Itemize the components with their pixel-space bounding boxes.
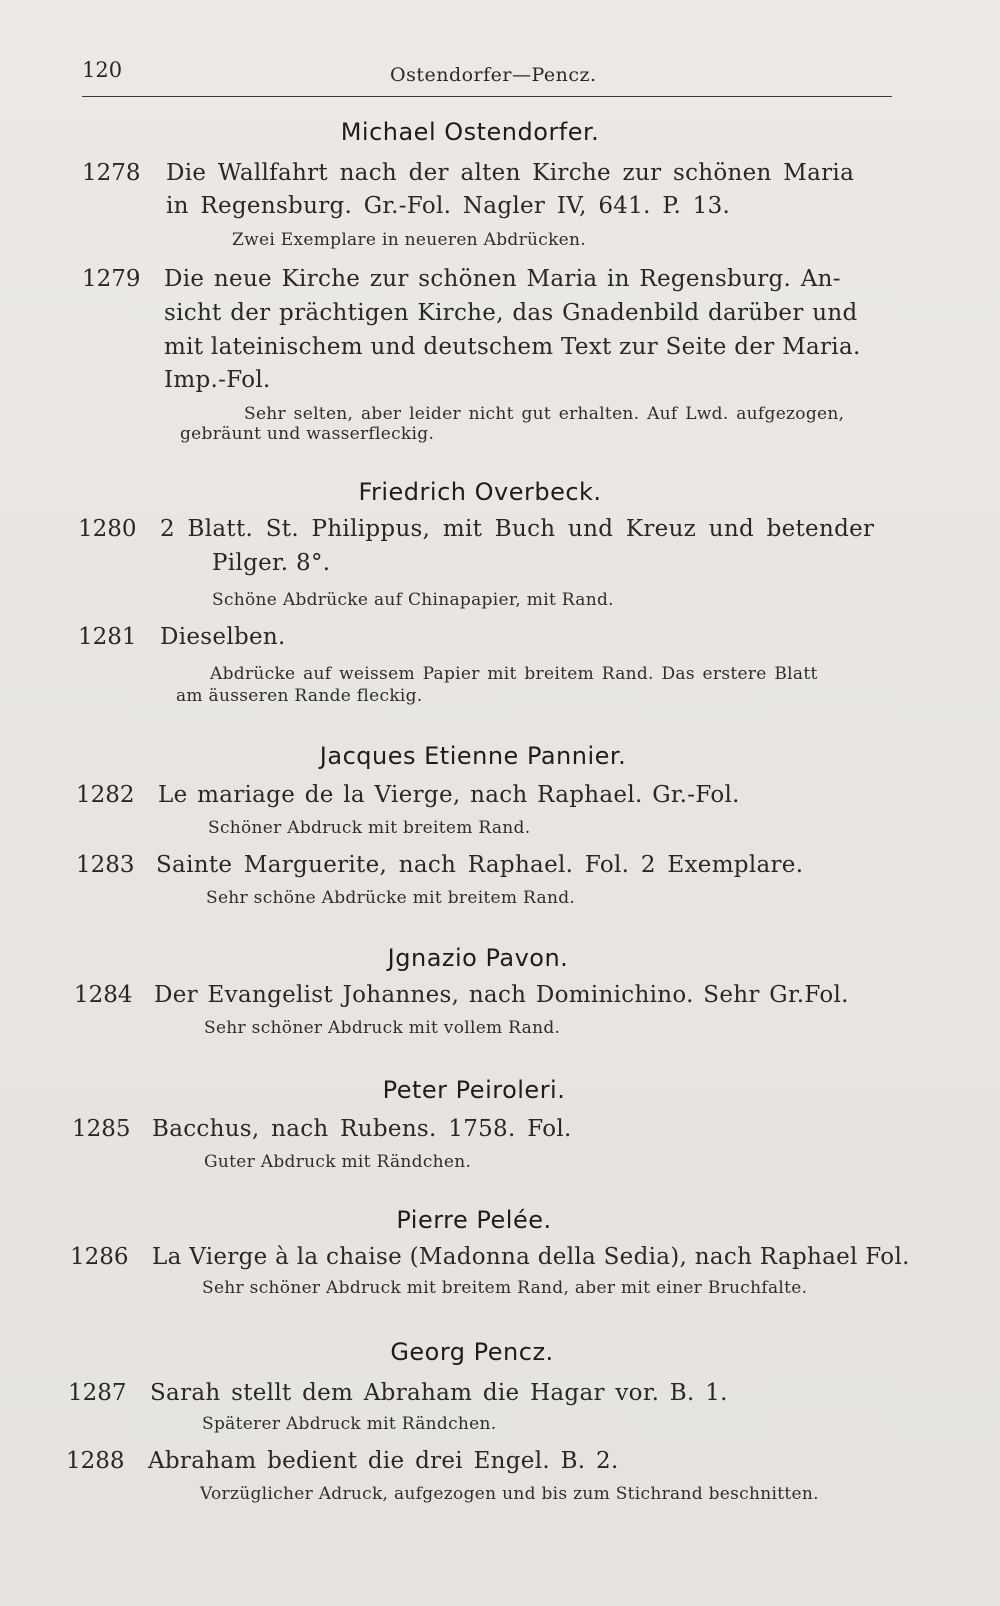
entry-title-line: 2 Blatt. St. Philippus, mit Buch und Kreuz und betender bbox=[160, 516, 875, 542]
page-number: 120 bbox=[82, 58, 123, 82]
entry-title-line: sicht der prächtigen Kirche, das Gnadenbild darüber und bbox=[164, 300, 858, 326]
entry-number: 1286 bbox=[70, 1244, 129, 1270]
entry-number: 1284 bbox=[74, 982, 133, 1008]
artist-heading: Jacques Etienne Pannier. bbox=[319, 742, 627, 770]
entry-note: Sehr schöner Abdruck mit vollem Rand. bbox=[204, 1018, 561, 1038]
entry-note: Sehr selten, aber leider nicht gut erhalten. Auf Lwd. aufgezogen, bbox=[244, 404, 845, 424]
entry-title-line: Imp.-Fol. bbox=[164, 367, 271, 393]
entry-note: Abdrücke auf weissem Papier mit breitem Rand. Das erstere Blatt bbox=[210, 664, 818, 684]
entry-note: Schöner Abdruck mit breitem Rand. bbox=[208, 818, 531, 838]
artist-heading: Peter Peiroleri. bbox=[382, 1076, 566, 1104]
entry-note: Sehr schöne Abdrücke mit breitem Rand. bbox=[206, 888, 576, 908]
entry-number: 1282 bbox=[76, 782, 135, 808]
entry-note: Vorzüglicher Adruck, aufgezogen und bis zum Stichrand beschnitten. bbox=[200, 1484, 819, 1504]
artist-heading: Michael Ostendorfer. bbox=[340, 118, 600, 146]
entry-number: 1278 bbox=[82, 160, 141, 186]
entry-title-line: Le mariage de la Vierge, nach Raphael. Gr.-Fol. bbox=[158, 782, 740, 808]
running-head: Ostendorfer—Pencz. bbox=[390, 64, 597, 86]
artist-heading: Pierre Pelée. bbox=[396, 1206, 552, 1234]
entry-note: Zwei Exemplare in neueren Abdrücken. bbox=[232, 230, 586, 250]
entry-title-line: mit lateinischem und deutschem Text zur Seite der Maria. bbox=[164, 334, 861, 360]
page-header bbox=[82, 56, 892, 97]
entry-note: Schöne Abdrücke auf Chinapapier, mit Rand. bbox=[212, 590, 614, 610]
artist-heading: Friedrich Overbeck. bbox=[358, 478, 602, 506]
entry-number: 1279 bbox=[82, 266, 141, 292]
entry-number: 1288 bbox=[66, 1448, 125, 1474]
entry-title-line: in Regensburg. Gr.-Fol. Nagler IV, 641. P. 13. bbox=[166, 193, 731, 219]
entry-title-line: Bacchus, nach Rubens. 1758. Fol. bbox=[152, 1116, 572, 1142]
entry-number: 1285 bbox=[72, 1116, 131, 1142]
entry-title-line: Sarah stellt dem Abraham die Hagar vor. B. 1. bbox=[150, 1380, 728, 1406]
artist-heading: Georg Pencz. bbox=[390, 1338, 554, 1366]
entry-note: Sehr schöner Abdruck mit breitem Rand, aber mit einer Bruchfalte. bbox=[202, 1278, 808, 1298]
entry-number: 1280 bbox=[78, 516, 137, 542]
entry-title-line: Sainte Marguerite, nach Raphael. Fol. 2 Exemplare. bbox=[156, 852, 804, 878]
entry-note: am äusseren Rande fleckig. bbox=[176, 686, 423, 706]
entry-title-line: Die neue Kirche zur schönen Maria in Regensburg. An- bbox=[164, 266, 841, 292]
entry-note: gebräunt und wasserfleckig. bbox=[180, 424, 435, 444]
entry-title-line: Dieselben. bbox=[160, 624, 286, 650]
artist-heading: Jgnazio Pavon. bbox=[387, 944, 569, 972]
entry-note: Guter Abdruck mit Rändchen. bbox=[204, 1152, 472, 1172]
entry-title-line: Der Evangelist Johannes, nach Dominichino. Sehr Gr.Fol. bbox=[154, 982, 849, 1008]
entry-title-line: La Vierge à la chaise (Madonna della Sedia), nach Raphael Fol. bbox=[152, 1244, 910, 1270]
entry-note: Späterer Abdruck mit Rändchen. bbox=[202, 1414, 497, 1434]
entry-title-line: Abraham bedient die drei Engel. B. 2. bbox=[148, 1448, 619, 1474]
entry-title-line: Pilger. 8°. bbox=[212, 550, 331, 576]
entry-number: 1281 bbox=[78, 624, 137, 650]
entry-title-line: Die Wallfahrt nach der alten Kirche zur schönen Maria bbox=[166, 160, 855, 186]
entry-number: 1287 bbox=[68, 1380, 127, 1406]
entry-number: 1283 bbox=[76, 852, 135, 878]
